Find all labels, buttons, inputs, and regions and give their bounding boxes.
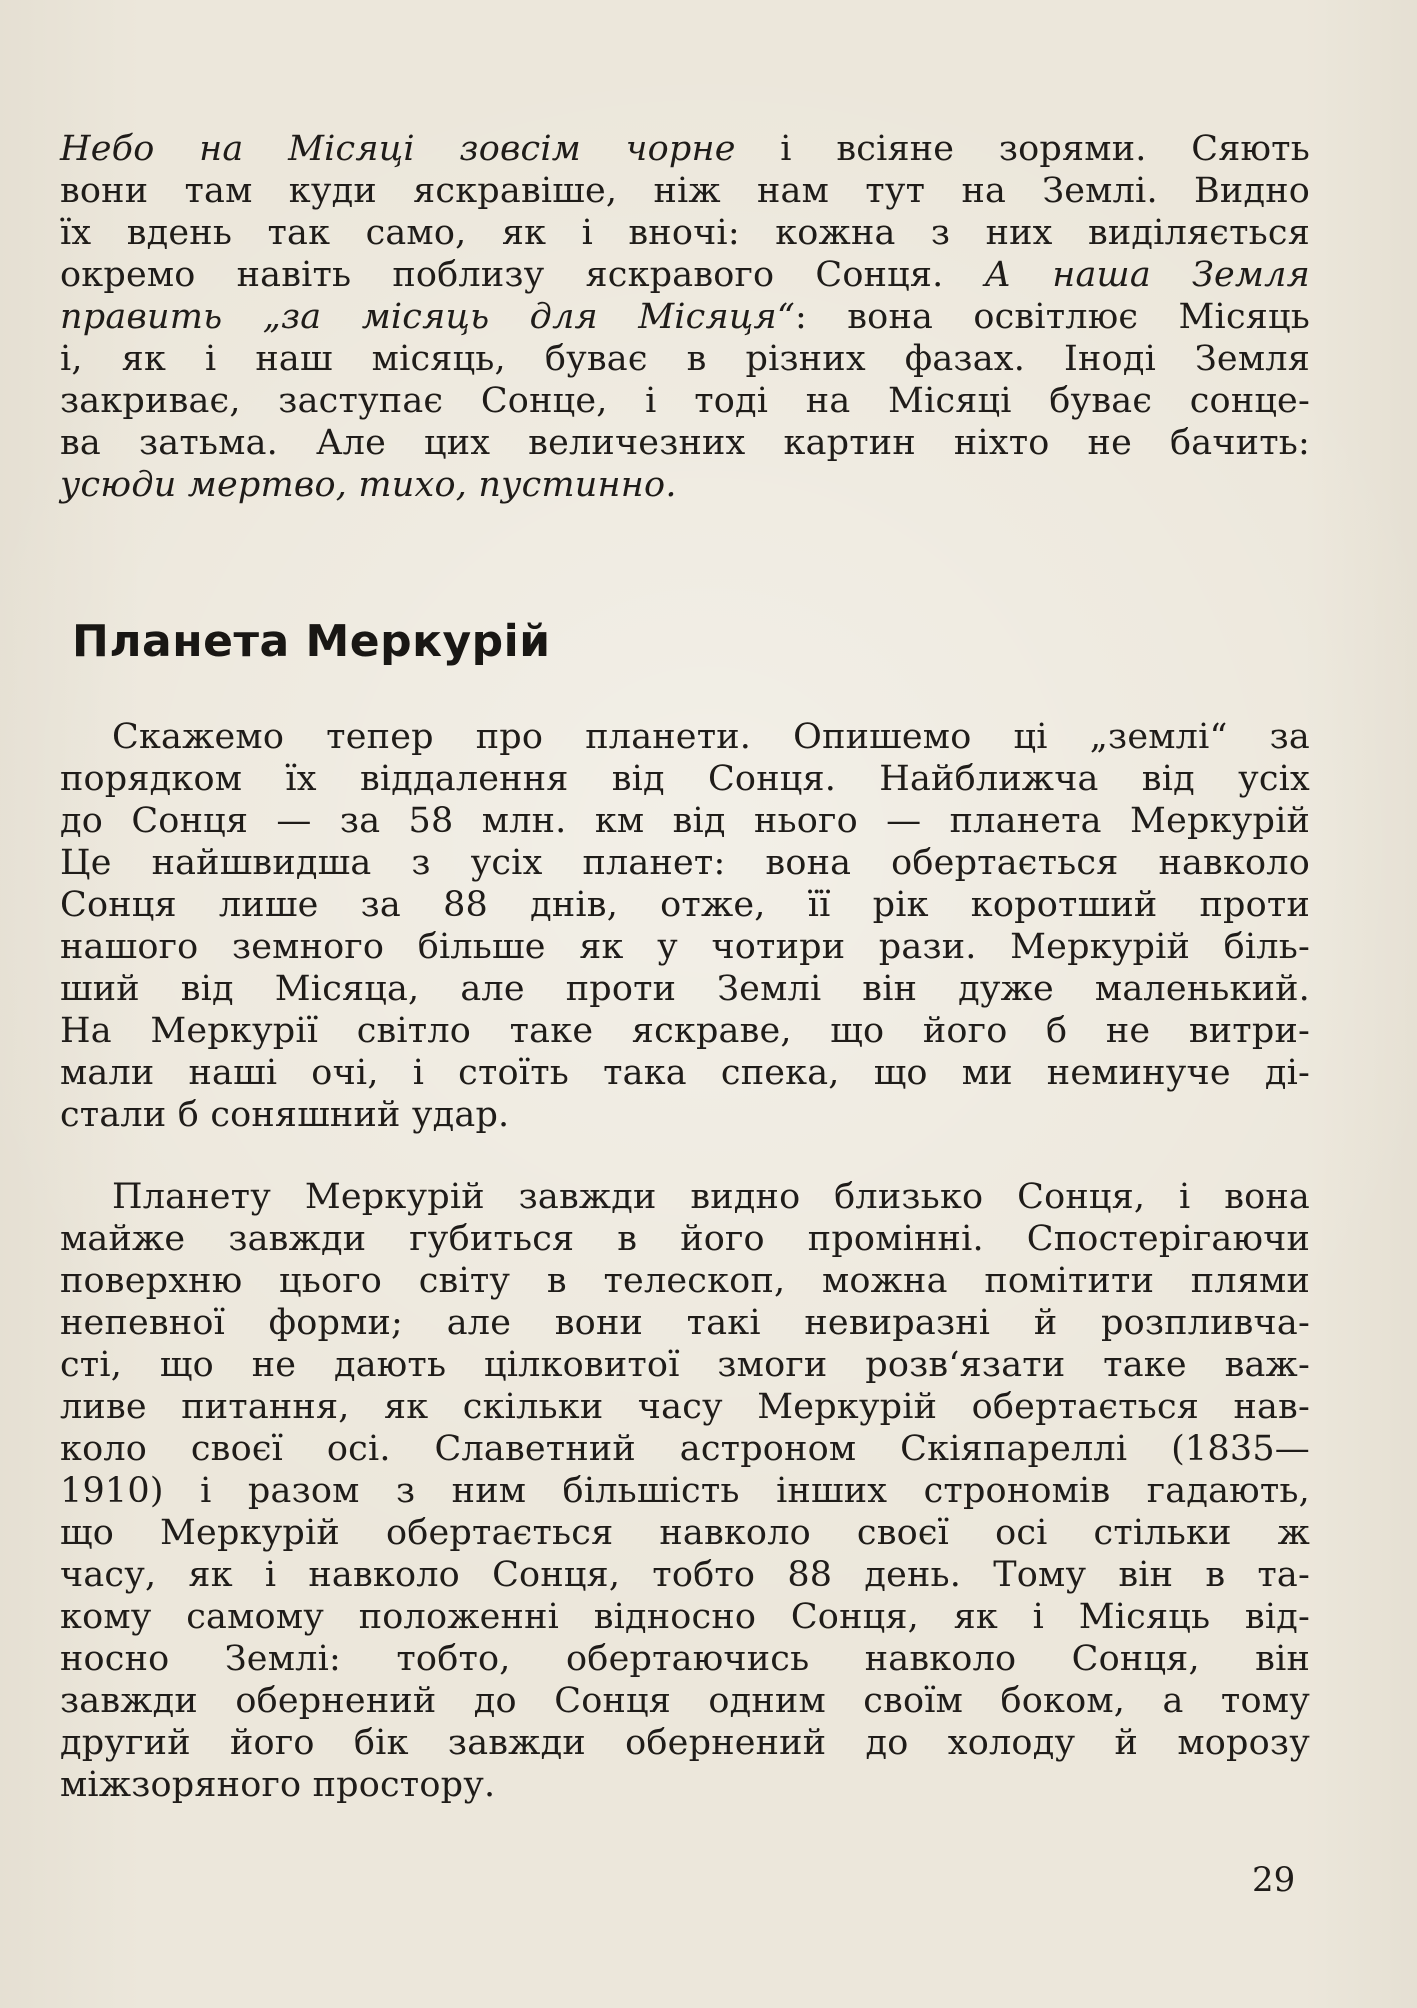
intro-line-7: закриває, заступає Сонце, і тоді на Місяці буває сонце- (60, 381, 1310, 421)
intro-line-8: ва затьма. Але цих величезних картин ніхто не бачить: (60, 423, 1310, 463)
regular-phrase: і всіяне зорями. Сяють (735, 129, 1310, 169)
paragraph-2-line-6: ливе питання, як скільки часу Меркурій обертається нав- (60, 1387, 1310, 1427)
italic-phrase: править „за місяць для Місяця“ (60, 297, 795, 337)
mercury-paragraph-2 (60, 1176, 1310, 1806)
paragraph-2-line-11: кому самому положенні відносно Сонця, як і Місяць від- (60, 1597, 1310, 1637)
paragraph-2-line-12: носно Землі: тобто, обертаючись навколо Сонця, він (60, 1639, 1310, 1679)
regular-phrase: : вона освітлює Місяць (794, 297, 1310, 337)
italic-phrase: А наша Земля (984, 255, 1311, 295)
intro-line-5 (60, 296, 1310, 338)
intro-line-1 (60, 128, 1310, 170)
paragraph-2-line-10: часу, як і навколо Сонця, тобто 88 день. Тому він в та- (60, 1555, 1310, 1595)
paragraph-2-line-2: майже завжди губиться в його промінні. Спостерігаючи (60, 1219, 1310, 1259)
paragraph-2-line-7: коло своєї осі. Славетний астроном Скіяпареллі (1835— (60, 1429, 1310, 1469)
paragraph-1-line-8: На Меркурії світло таке яскраве, що його б не витри- (60, 1011, 1310, 1051)
paragraph-2-line-15: міжзоряного простору. (60, 1765, 496, 1805)
paragraph-2-line-13: завжди обернений до Сонця одним своїм боком, а тому (60, 1681, 1310, 1721)
paragraph-2-line-8: 1910) і разом з ним більшість інших строномів гадають, (60, 1471, 1310, 1511)
italic-phrase: Небо на Місяці зовсім чорне (60, 129, 736, 169)
page-number: 29 (1252, 1860, 1296, 1900)
regular-phrase: окремо навіть поблизу яскравого Сонця. (60, 255, 985, 295)
paragraph-2-line-4: непевної форми; але вони такі невиразні й розпливча- (60, 1303, 1310, 1343)
paragraph-1-line-5: Сонця лише за 88 днів, отже, її рік коротший проти (60, 885, 1310, 925)
paragraph-1-line-2: порядком їх віддалення від Сонця. Найближча від усіх (60, 759, 1310, 799)
paragraph-2-line-9: що Меркурій обертається навколо своєї осі стільки ж (60, 1513, 1310, 1553)
section-title: Планета Меркурій (72, 616, 551, 667)
paragraph-2-line-1: Планету Меркурій завжди видно близько Сонця, і вона (112, 1177, 1310, 1217)
intro-line-9: усюди мертво, тихо, пустинно. (60, 465, 677, 505)
paragraph-1-line-6: нашого земного більше як у чотири рази. Меркурій біль- (60, 927, 1310, 967)
paragraph-1-line-7: ший від Місяца, але проти Землі він дуже маленький. (60, 969, 1310, 1009)
paragraph-2-line-5: сті, що не дають цілковитої змоги розв‘язати таке важ- (60, 1345, 1310, 1385)
paragraph-1-line-4: Це найшвидша з усіх планет: вона обертається навколо (60, 843, 1310, 883)
mercury-paragraph-1 (60, 716, 1310, 1136)
intro-paragraph (60, 128, 1310, 506)
intro-line-6: і, як і наш місяць, буває в різних фазах. Іноді Земля (60, 339, 1310, 379)
intro-line-3: їх вдень так само, як і вночі: кожна з них виділяється (60, 213, 1310, 253)
paragraph-1-line-10: стали б соняшний удар. (60, 1095, 510, 1135)
intro-line-4 (60, 254, 1310, 296)
paragraph-2-line-14: другий його бік завжди обернений до холоду й морозу (60, 1723, 1310, 1763)
paragraph-1-line-3: до Сонця — за 58 млн. км від нього — планета Меркурій (60, 801, 1310, 841)
paragraph-1-line-1: Скажемо тепер про планети. Опишемо ці „землі“ за (112, 717, 1310, 757)
paragraph-1-line-9: мали наші очі, і стоїть така спека, що ми неминуче ді- (60, 1053, 1310, 1093)
intro-line-2: вони там куди яскравіше, ніж нам тут на Землі. Видно (60, 171, 1310, 211)
paragraph-2-line-3: поверхню цього світу в телескоп, можна помітити плями (60, 1261, 1310, 1301)
